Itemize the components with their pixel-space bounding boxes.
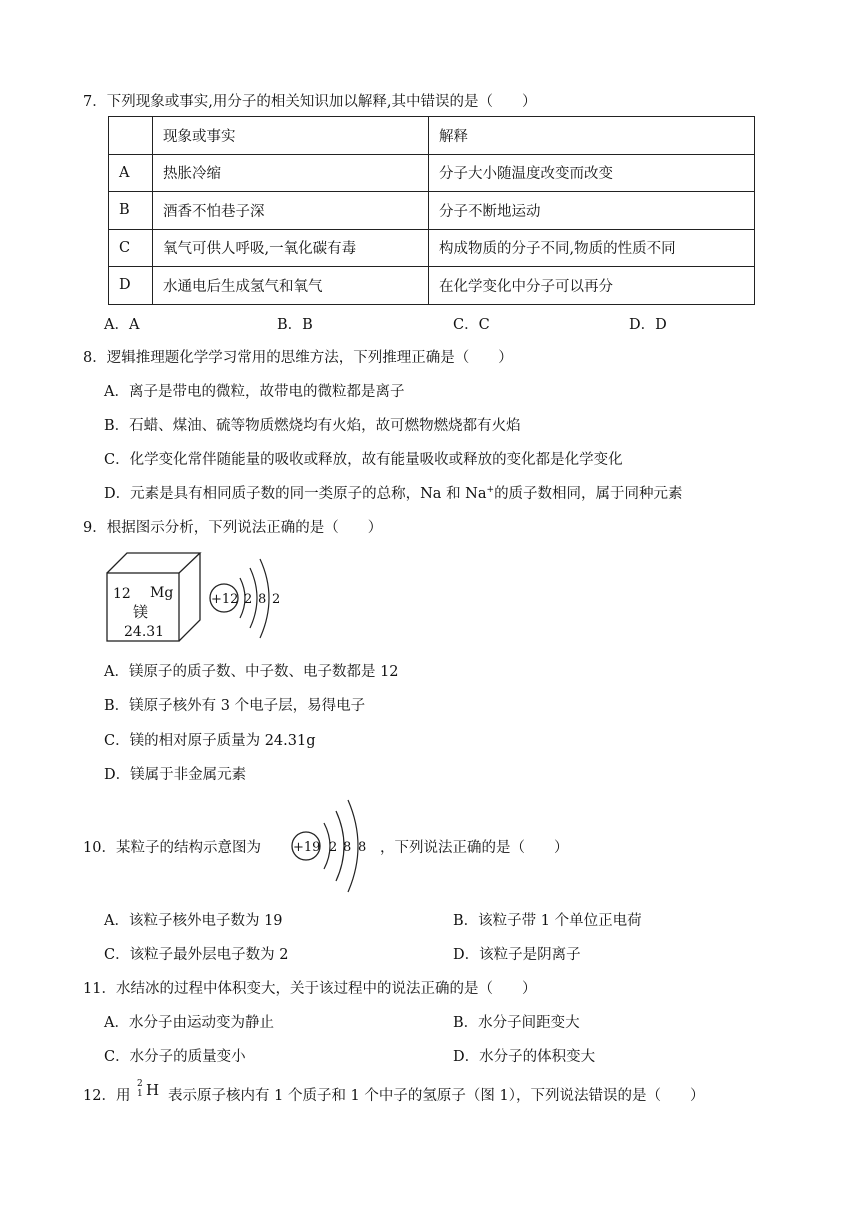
q10-option-c[interactable]: C．该粒子最外层电子数为 2 xyxy=(104,947,289,963)
shell-electrons-3: 2 xyxy=(272,592,281,607)
table-cell: B xyxy=(109,192,153,230)
q11-option-a[interactable]: A．水分子由运动变为静止 xyxy=(104,1015,274,1031)
q8-option-d[interactable] xyxy=(104,482,683,503)
q9-option-d[interactable]: D．镁属于非金属元素 xyxy=(104,767,247,783)
table-header-row xyxy=(109,117,755,155)
element-tile-figure xyxy=(104,550,208,644)
q12-stem-end: 表示原子核内有 1 个质子和 1 个中子的氢原子（图 1），下列说法错误的是（ ） xyxy=(168,1088,705,1104)
shell-electrons-2: 8 xyxy=(258,592,267,607)
superscript-charge: + xyxy=(486,485,495,495)
q7-option-c[interactable]: C．C xyxy=(453,317,490,333)
q12-stem-start: 12．用 xyxy=(83,1088,131,1104)
table-cell: 现象或事实 xyxy=(153,117,429,155)
table-cell: 在化学变化中分子可以再分 xyxy=(429,267,755,305)
tile-symbol: Mg xyxy=(150,585,174,601)
tile-atomic-number: 12 xyxy=(113,586,131,602)
mg-atom-structure-diagram xyxy=(206,556,286,642)
shell-electrons-3: 8 xyxy=(358,840,367,855)
q8-option-d-text-end: 的质子数相同，属于同种元素 xyxy=(494,486,683,502)
q9-option-c[interactable]: C．镁的相对原子质量为 24.31g xyxy=(104,733,316,749)
q8-stem: 8．逻辑推理题化学学习常用的思维方法，下列推理正确是（ ） xyxy=(83,350,513,366)
nucleus-charge: +19 xyxy=(293,840,321,855)
isotope-symbol: H xyxy=(146,1081,160,1099)
table-row xyxy=(109,229,755,267)
table-cell: A xyxy=(109,154,153,192)
q8-option-d-text: D．元素是具有相同质子数的同一类原子的总称，Na 和 Na xyxy=(104,486,487,502)
q11-option-d[interactable]: D．水分子的体积变大 xyxy=(453,1049,596,1065)
table-cell: 解释 xyxy=(429,117,755,155)
q10-stem-start: 10．某粒子的结构示意图为 xyxy=(83,840,261,856)
table-cell xyxy=(109,117,153,155)
shell-electrons-2: 8 xyxy=(343,840,352,855)
q8-option-b[interactable]: B．石蜡、煤油、硫等物质燃烧均有火焰，故可燃物燃烧都有火焰 xyxy=(104,418,521,434)
q11-option-c[interactable]: C．水分子的质量变小 xyxy=(104,1049,246,1065)
q7-table xyxy=(108,116,755,305)
q8-option-a[interactable]: A．离子是带电的微粒，故带电的微粒都是离子 xyxy=(104,384,405,400)
table-cell: 分子大小随温度改变而改变 xyxy=(429,154,755,192)
q10-option-b[interactable]: B．该粒子带 1 个单位正电荷 xyxy=(453,913,642,929)
shell-electrons-1: 2 xyxy=(329,840,338,855)
q11-option-b[interactable]: B．水分子间距变大 xyxy=(453,1015,580,1031)
table-cell: C xyxy=(109,229,153,267)
q8-option-c[interactable]: C．化学变化常伴随能量的吸收或释放，故有能量吸收或释放的变化都是化学变化 xyxy=(104,452,623,468)
q9-option-a[interactable]: A．镁原子的质子数、中子数、电子数都是 12 xyxy=(104,664,399,680)
table-cell: 热胀冷缩 xyxy=(153,154,429,192)
q10-option-d[interactable]: D．该粒子是阴离子 xyxy=(453,947,581,963)
tile-mass: 24.31 xyxy=(124,624,165,640)
shell-electrons-1: 2 xyxy=(244,592,253,607)
q7-option-b[interactable]: B．B xyxy=(277,317,313,333)
table-cell: 分子不断地运动 xyxy=(429,192,755,230)
q7-option-d[interactable]: D．D xyxy=(629,317,667,333)
table-cell: 酒香不怕巷子深 xyxy=(153,192,429,230)
isotope-atomic-number: 1 xyxy=(137,1089,143,1099)
q9-option-b[interactable]: B．镁原子核外有 3 个电子层，易得电子 xyxy=(104,698,366,714)
nucleus-charge: +12 xyxy=(211,592,239,607)
tile-name: 镁 xyxy=(133,603,149,621)
table-row xyxy=(109,192,755,230)
table-cell: 水通电后生成氢气和氧气 xyxy=(153,267,429,305)
q10-stem-end: ，下列说法正确的是（ ） xyxy=(380,840,569,856)
table-row xyxy=(109,154,755,192)
isotope-mass-number: 2 xyxy=(137,1079,143,1089)
q7-stem: 7．下列现象或事实,用分子的相关知识加以解释,其中错误的是（ ） xyxy=(83,94,537,110)
q11-stem: 11．水结冰的过程中体积变大，关于该过程中的说法正确的是（ ） xyxy=(83,981,537,997)
table-row xyxy=(109,267,755,305)
q9-stem: 9．根据图示分析，下列说法正确的是（ ） xyxy=(83,520,383,536)
table-cell: D xyxy=(109,267,153,305)
q10-option-a[interactable]: A．该粒子核外电子数为 19 xyxy=(104,913,283,929)
q7-option-a[interactable]: A．A xyxy=(104,317,140,333)
isotope-notation xyxy=(137,1079,163,1109)
k-ion-structure-diagram xyxy=(288,797,376,895)
table-cell: 氧气可供人呼吸,一氧化碳有毒 xyxy=(153,229,429,267)
table-cell: 构成物质的分子不同,物质的性质不同 xyxy=(429,229,755,267)
